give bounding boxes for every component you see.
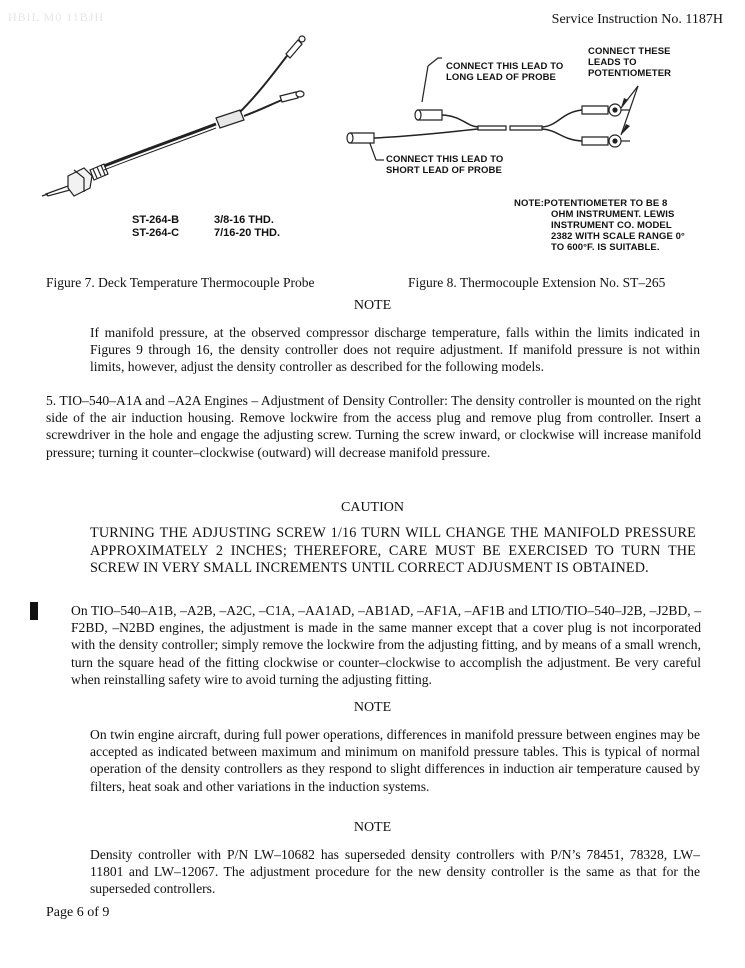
note-line: INSTRUMENT CO. MODEL [551,220,672,231]
label-line: LEADS TO [588,57,637,68]
label-line: CONNECT THIS LEAD TO [446,61,564,72]
label-line: POTENTIOMETER [588,68,672,79]
label-line: CONNECT THESE [588,46,671,57]
probe-spec-row [132,227,280,240]
potentiometer-note [514,198,685,253]
probe-spec-row [132,214,280,227]
note-paragraph: If manifold pressure, at the observed compressor discharge temperature, falls within the limits indicated in Figures 9 through 16, the density controller does not require adjustment. If manifold pressure is not within limits, however, adjust the density controller as described for the following models. [90,325,700,375]
note-heading: NOTE [353,298,392,313]
figure8-caption: Figure 8. Thermocouple Extension No. ST–265 [408,275,666,290]
probe-thread-size: 3/8-16 THD. [214,214,274,226]
figure7-caption: Figure 7. Deck Temperature Thermocouple Probe [46,275,315,290]
note-paragraph: Density controller with P/N LW–10682 has superseded density controllers with P/N’s 78451, 78328, LW–11801 and LW–12067. The adjustment procedure for the new density controller is the same as that for the superseded controllers. [90,847,700,897]
note-heading: NOTE [353,700,392,715]
note-heading: NOTE [353,820,392,835]
label-line: CONNECT THIS LEAD TO [386,154,504,165]
probe-part-number: ST-264-B [132,214,180,226]
caution-paragraph: TURNING THE ADJUSTING SCREW 1/16 TURN WILL CHANGE THE MANIFOLD PRESSURE APPROXIMATELY 2 INCHES; THEREFORE, CARE MUST BE EXERCISED TO TURN THE SCREW IN VERY SMALL INCREMENTS UNTIL CORRECT ADJUSMENT IS OBTAINED. [90,525,696,576]
other-engines-paragraph: On TIO–540–A1B, –A2B, –A2C, –C1A, –AA1AD, –AB1AD, –AF1A, –AF1B and LTIO/TIO–540–J2B, –J2BD, –F2BD, –N2BD engines, the adjustment is made in the same manner except that a cover plug is not incorporated with the density controller; simply remove the lockwire from the adjusting fitting, and by means of a small wrench, turn the square head of the fitting clockwise or counter–clockwise to accomplish the adjustment. Be very careful when reinstalling safety wire to avoid turning the adjusting fitting. [71,603,701,687]
service-instruction-number: Service Instruction No. 1187H [551,12,723,27]
thermocouple-probe-figure [40,30,340,210]
label-line: SHORT LEAD OF PROBE [386,165,502,176]
section-5-paragraph: 5. TIO–540–A1A and –A2A Engines – Adjustment of Density Controller: The density controller is mounted on the right side of the air induction housing. Remove lockwire from the access plug and remove plug from controller. Insert a screwdriver in the hole and engage the adjusting screw. Turning the screw inward, or clockwise will increase manifold pressure; turning it counter–clockwise (outward) will decrease manifold pressure. [46,393,701,460]
label-connect-short-lead [386,154,503,176]
caution-heading: CAUTION [341,500,404,515]
note-line: 2382 WITH SCALE RANGE 0° [551,231,685,242]
revision-change-bar [30,602,38,620]
probe-spec-table [132,214,280,240]
header-ghost-text: HBIL M0 11BJH [8,10,105,24]
note-line: NOTE:POTENTIOMETER TO BE 8 [514,198,668,209]
label-connect-long-lead [446,61,563,83]
note-paragraph: On twin engine aircraft, during full power operations, differences in manifold pressure between engines may be accepted as indicated between maximum and minimum on manifold pressure tables. This is typical of normal operation of the density controllers as they respond to slight differences in induction air temperature caused by filters, heat soak and other variations in the induction systems. [90,727,700,794]
note-line: OHM INSTRUMENT. LEWIS [551,209,675,220]
label-line: LONG LEAD OF PROBE [446,72,556,83]
label-connect-potentiometer [588,46,671,79]
note-line: TO 600°F. IS SUITABLE. [551,242,660,253]
probe-thread-size: 7/16-20 THD. [214,227,281,239]
page-number: Page 6 of 9 [46,905,110,920]
probe-part-number: ST-264-C [132,227,180,239]
